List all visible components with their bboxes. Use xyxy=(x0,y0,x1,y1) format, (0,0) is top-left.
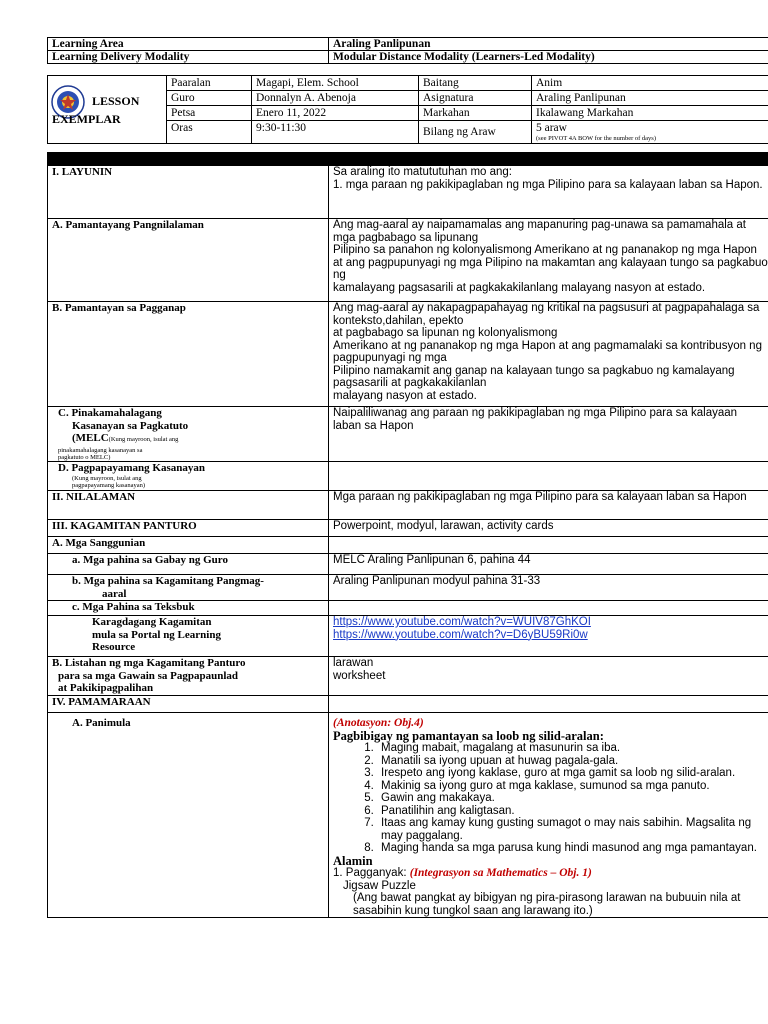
rule-item: 5. Gawin ang makakaya. xyxy=(377,792,768,805)
melc-label-cell xyxy=(48,407,329,462)
sanggunian-label: A. Mga Sanggunian xyxy=(48,537,329,554)
pamantayang-row xyxy=(48,219,768,302)
pangmag-label: b. Mga pahina sa Kagamitang Pangmag- xyxy=(72,575,264,587)
modality-label: Learning Delivery Modality xyxy=(48,51,329,64)
black-header-bar xyxy=(48,153,768,166)
listahan-label: B. Listahan ng mga Kagamitang Panturo xyxy=(52,657,246,669)
kagamitan-label: III. KAGAMITAN PANTURO xyxy=(48,520,329,537)
karagdagan-label-2: mula sa Portal ng Learning xyxy=(92,628,221,641)
layunin-item: 1. mga paraan ng pakikipaglaban ng mga Pilipino para sa kalayaan laban sa Hapon. xyxy=(333,178,763,191)
lesson-exemplar-cell xyxy=(48,76,167,144)
pagganap-line: Amerikano at ng pananakop ng mga Hapon at ang pagmamalaki sa kontribusyon ng pagpupunyagi ng mga xyxy=(333,339,762,364)
bilang-value: 5 araw xyxy=(536,122,567,134)
melc-label-2: Kasanayan sa Pagkatuto xyxy=(72,419,189,432)
kagamitan-value: Powerpoint, modyul, larawan, activity cards xyxy=(329,520,768,537)
lesson-header-table xyxy=(47,75,768,144)
teksbuk-label-cell xyxy=(48,601,329,616)
listahan-label-cell xyxy=(48,657,329,696)
baitang-label: Baitang xyxy=(419,76,532,91)
kagamitan-row xyxy=(48,520,768,537)
panimula-label: A. Panimula xyxy=(72,717,131,729)
pagganap-label: B. Pamantayan sa Pagganap xyxy=(48,302,329,407)
guro-value: Donnalyn A. Abenoja xyxy=(252,91,419,106)
rule-item: 1. Maging mabait, magalang at masunurin sa iba. xyxy=(377,742,768,755)
youtube-link-2[interactable]: https://www.youtube.com/watch?v=D6yBU59Ri0w xyxy=(333,628,588,641)
bilang-label: Bilang ng Araw xyxy=(419,121,532,144)
pamamaraan-row xyxy=(48,696,768,713)
rule-item: 3. Irespeto ang iyong kaklase, guro at mga gamit sa loob ng silid-aralan. xyxy=(377,767,768,780)
pagganap-cell xyxy=(329,302,768,407)
layunin-label: I. LAYUNIN xyxy=(48,166,329,219)
paaralan-label: Paaralan xyxy=(167,76,252,91)
pamantayang-line: Ang mag-aaral ay naipamamalas ang mapanuring pag-unawa sa pamamahala at mga pagbabago sa lipunang xyxy=(333,219,746,244)
melc-note: (Kung mayroon, isulat ang xyxy=(108,436,179,443)
pagganyak-label: 1. Pagganyak: xyxy=(333,867,410,879)
karagdagan-links xyxy=(329,616,768,657)
paaralan-value: Magapi, Elem. School xyxy=(252,76,419,91)
jigsaw-description: (Ang bawat pangkat ay bibigyan ng pira-pirasong larawan na bubuuin nila at sasabihin kung tungkol saan ang larawang ito.) xyxy=(353,892,741,917)
panimula-cell xyxy=(329,713,768,918)
teksbuk-label: c. Mga Pahina sa Teksbuk xyxy=(72,601,195,613)
pagganap-line: Ang mag-aaral ay nakapagpapahayag ng kritikal na pagsusuri at pagpapahalaga sa konteksto,dahilan, epekto xyxy=(333,302,760,327)
bilang-note: (see PIVOT 4A BOW for the number of days) xyxy=(536,135,656,142)
pamamaraan-label: IV. PAMAMARAAN xyxy=(48,696,329,713)
pagpapayaman-label: D. Pagpapayamang Kasanayan xyxy=(58,462,206,474)
rule-item: 7. Itaas ang kamay kung gusting sumagot o may nais sabihin. Magsalita ng may paggalang. xyxy=(377,817,768,842)
pamantayang-cell xyxy=(329,219,768,302)
pangmag-row xyxy=(48,575,768,601)
guro-label: Guro xyxy=(167,91,252,106)
markahan-label: Markahan xyxy=(419,106,532,121)
rules-list xyxy=(333,742,768,855)
karagdagan-label-3: Resource xyxy=(92,641,136,653)
listahan-value-2: worksheet xyxy=(333,669,386,682)
pagganap-line: at pagbabago sa lipunan ng kolonyalismong xyxy=(333,327,558,339)
jigsaw-title: Jigsaw Puzzle xyxy=(343,879,416,892)
youtube-link-1[interactable]: https://www.youtube.com/watch?v=WUIV87GhKOI xyxy=(333,616,591,628)
rule-item: 8. Maging handa sa mga parusa kung hindi masunod ang mga pamantayan. xyxy=(377,842,768,855)
pagganyak-integration: (Integrasyon sa Mathematics – Obj. 1) xyxy=(409,867,592,879)
pagpapayaman-value xyxy=(329,462,768,491)
petsa-label: Petsa xyxy=(167,106,252,121)
panimula-row xyxy=(48,713,768,918)
pagganap-row xyxy=(48,302,768,407)
learning-area-table xyxy=(47,37,768,64)
learning-area-value: Araling Panlipunan xyxy=(329,38,768,51)
oras-label: Oras xyxy=(167,121,252,144)
melc-label: C. Pinakamahalagang xyxy=(58,407,162,419)
gabay-value: MELC Araling Panlipunan 6, pahina 44 xyxy=(329,554,768,575)
asignatura-label: Asignatura xyxy=(419,91,532,106)
pangmag-label-2: aaral xyxy=(102,587,127,600)
layunin-row xyxy=(48,166,768,219)
pamantayang-line: Pilipino sa panahon ng kolonyalismong Amerikano at ng pananakop ng mga Hapon at ang pagpupunyagi ng mga Pilipino na makamtan ang kalayaan tungo sa pagkabuo ng xyxy=(333,244,768,281)
pagganap-line: malayang nasyon at estado. xyxy=(333,389,477,402)
pangmag-value: Araling Panlipunan modyul pahina 31-33 xyxy=(329,575,768,601)
lesson-label: LESSON xyxy=(92,94,140,108)
bilang-cell xyxy=(532,121,768,144)
nilalaman-row xyxy=(48,491,768,520)
gabay-label: a. Mga pahina sa Gabay ng Guro xyxy=(72,554,228,566)
baitang-value: Anim xyxy=(532,76,768,91)
markahan-value: Ikalawang Markahan xyxy=(532,106,768,121)
layunin-cell xyxy=(329,166,768,219)
nilalaman-label: II. NILALAMAN xyxy=(48,491,329,520)
pagpapayaman-note-2: pagpapayamang kasanayan) xyxy=(72,481,146,489)
rule-item: 4. Makinig sa iyong guro at mga kaklase, sumunod sa mga panuto. xyxy=(377,780,768,793)
petsa-value: Enero 11, 2022 xyxy=(252,106,419,121)
rule-item: 2. Manatili sa iyong upuan at huwag pagala-gala. xyxy=(377,755,768,768)
sanggunian-row xyxy=(48,537,768,554)
karagdagan-label-cell xyxy=(48,616,329,657)
melc-note-3: pagkatuto o MELC) xyxy=(58,453,111,461)
modality-value: Modular Distance Modality (Learners-Led Modality) xyxy=(329,51,768,64)
panimula-label-cell xyxy=(48,713,329,918)
pagpapayaman-row xyxy=(48,462,768,491)
listahan-label-3: at Pakikipagpalihan xyxy=(58,682,154,694)
melc-row xyxy=(48,407,768,462)
melc-note-2: pinakamahalagang kasanayan sa xyxy=(58,446,143,454)
layunin-intro: Sa araling ito matututuhan mo ang: xyxy=(333,166,513,178)
pamantayang-line: kamalayang pagsasarili at pagkakakilanlang malayang nasyon at estado. xyxy=(333,281,706,294)
asignatura-value: Araling Panlipunan xyxy=(532,91,768,106)
oras-value: 9:30-11:30 xyxy=(252,121,419,144)
karagdagan-label: Karagdagang Kagamitan xyxy=(92,616,212,628)
alamin-heading: Alamin xyxy=(333,853,373,868)
lesson-body-table xyxy=(47,152,768,918)
melc-label-3: (MELC xyxy=(72,432,109,444)
pagpapayaman-label-cell xyxy=(48,462,329,491)
pangmag-label-cell xyxy=(48,575,329,601)
listahan-cell xyxy=(329,657,768,696)
gabay-row xyxy=(48,554,768,575)
pagbibigay-heading: Pagbibigay ng pamantayan sa loob ng silid-aralan: xyxy=(333,728,604,743)
listahan-label-2: para sa mga Gawain sa Pagpapaunlad xyxy=(58,669,239,682)
nilalaman-value: Mga paraan ng pakikipaglaban ng mga Pilipino para sa kalayaan laban sa Hapon xyxy=(329,491,768,520)
gabay-label-cell xyxy=(48,554,329,575)
pamantayang-label: A. Pamantayang Pangnilalaman xyxy=(48,219,329,302)
karagdagan-row xyxy=(48,616,768,657)
anotasyon-text: (Anotasyon: Obj.4) xyxy=(333,717,424,729)
pagganap-line: Pilipino namakamit ang ganap na kalayaan tungo sa pagkabuo ng kamalayang pagsasarili at pagkakakilanlan xyxy=(333,364,735,389)
teksbuk-row xyxy=(48,601,768,616)
rule-item: 6. Panatilihin ang kaligtasan. xyxy=(377,805,768,818)
melc-value: Naipaliliwanag ang paraan ng pakikipaglaban ng mga Pilipino para sa kalayaan laban sa Hapon xyxy=(329,407,768,462)
exemplar-label: EXEMPLAR xyxy=(52,112,121,126)
pagpapayaman-note: (Kung mayroon, isulat ang xyxy=(72,474,142,482)
listahan-value: larawan xyxy=(333,657,374,669)
listahan-row xyxy=(48,657,768,696)
learning-area-label: Learning Area xyxy=(48,38,329,51)
